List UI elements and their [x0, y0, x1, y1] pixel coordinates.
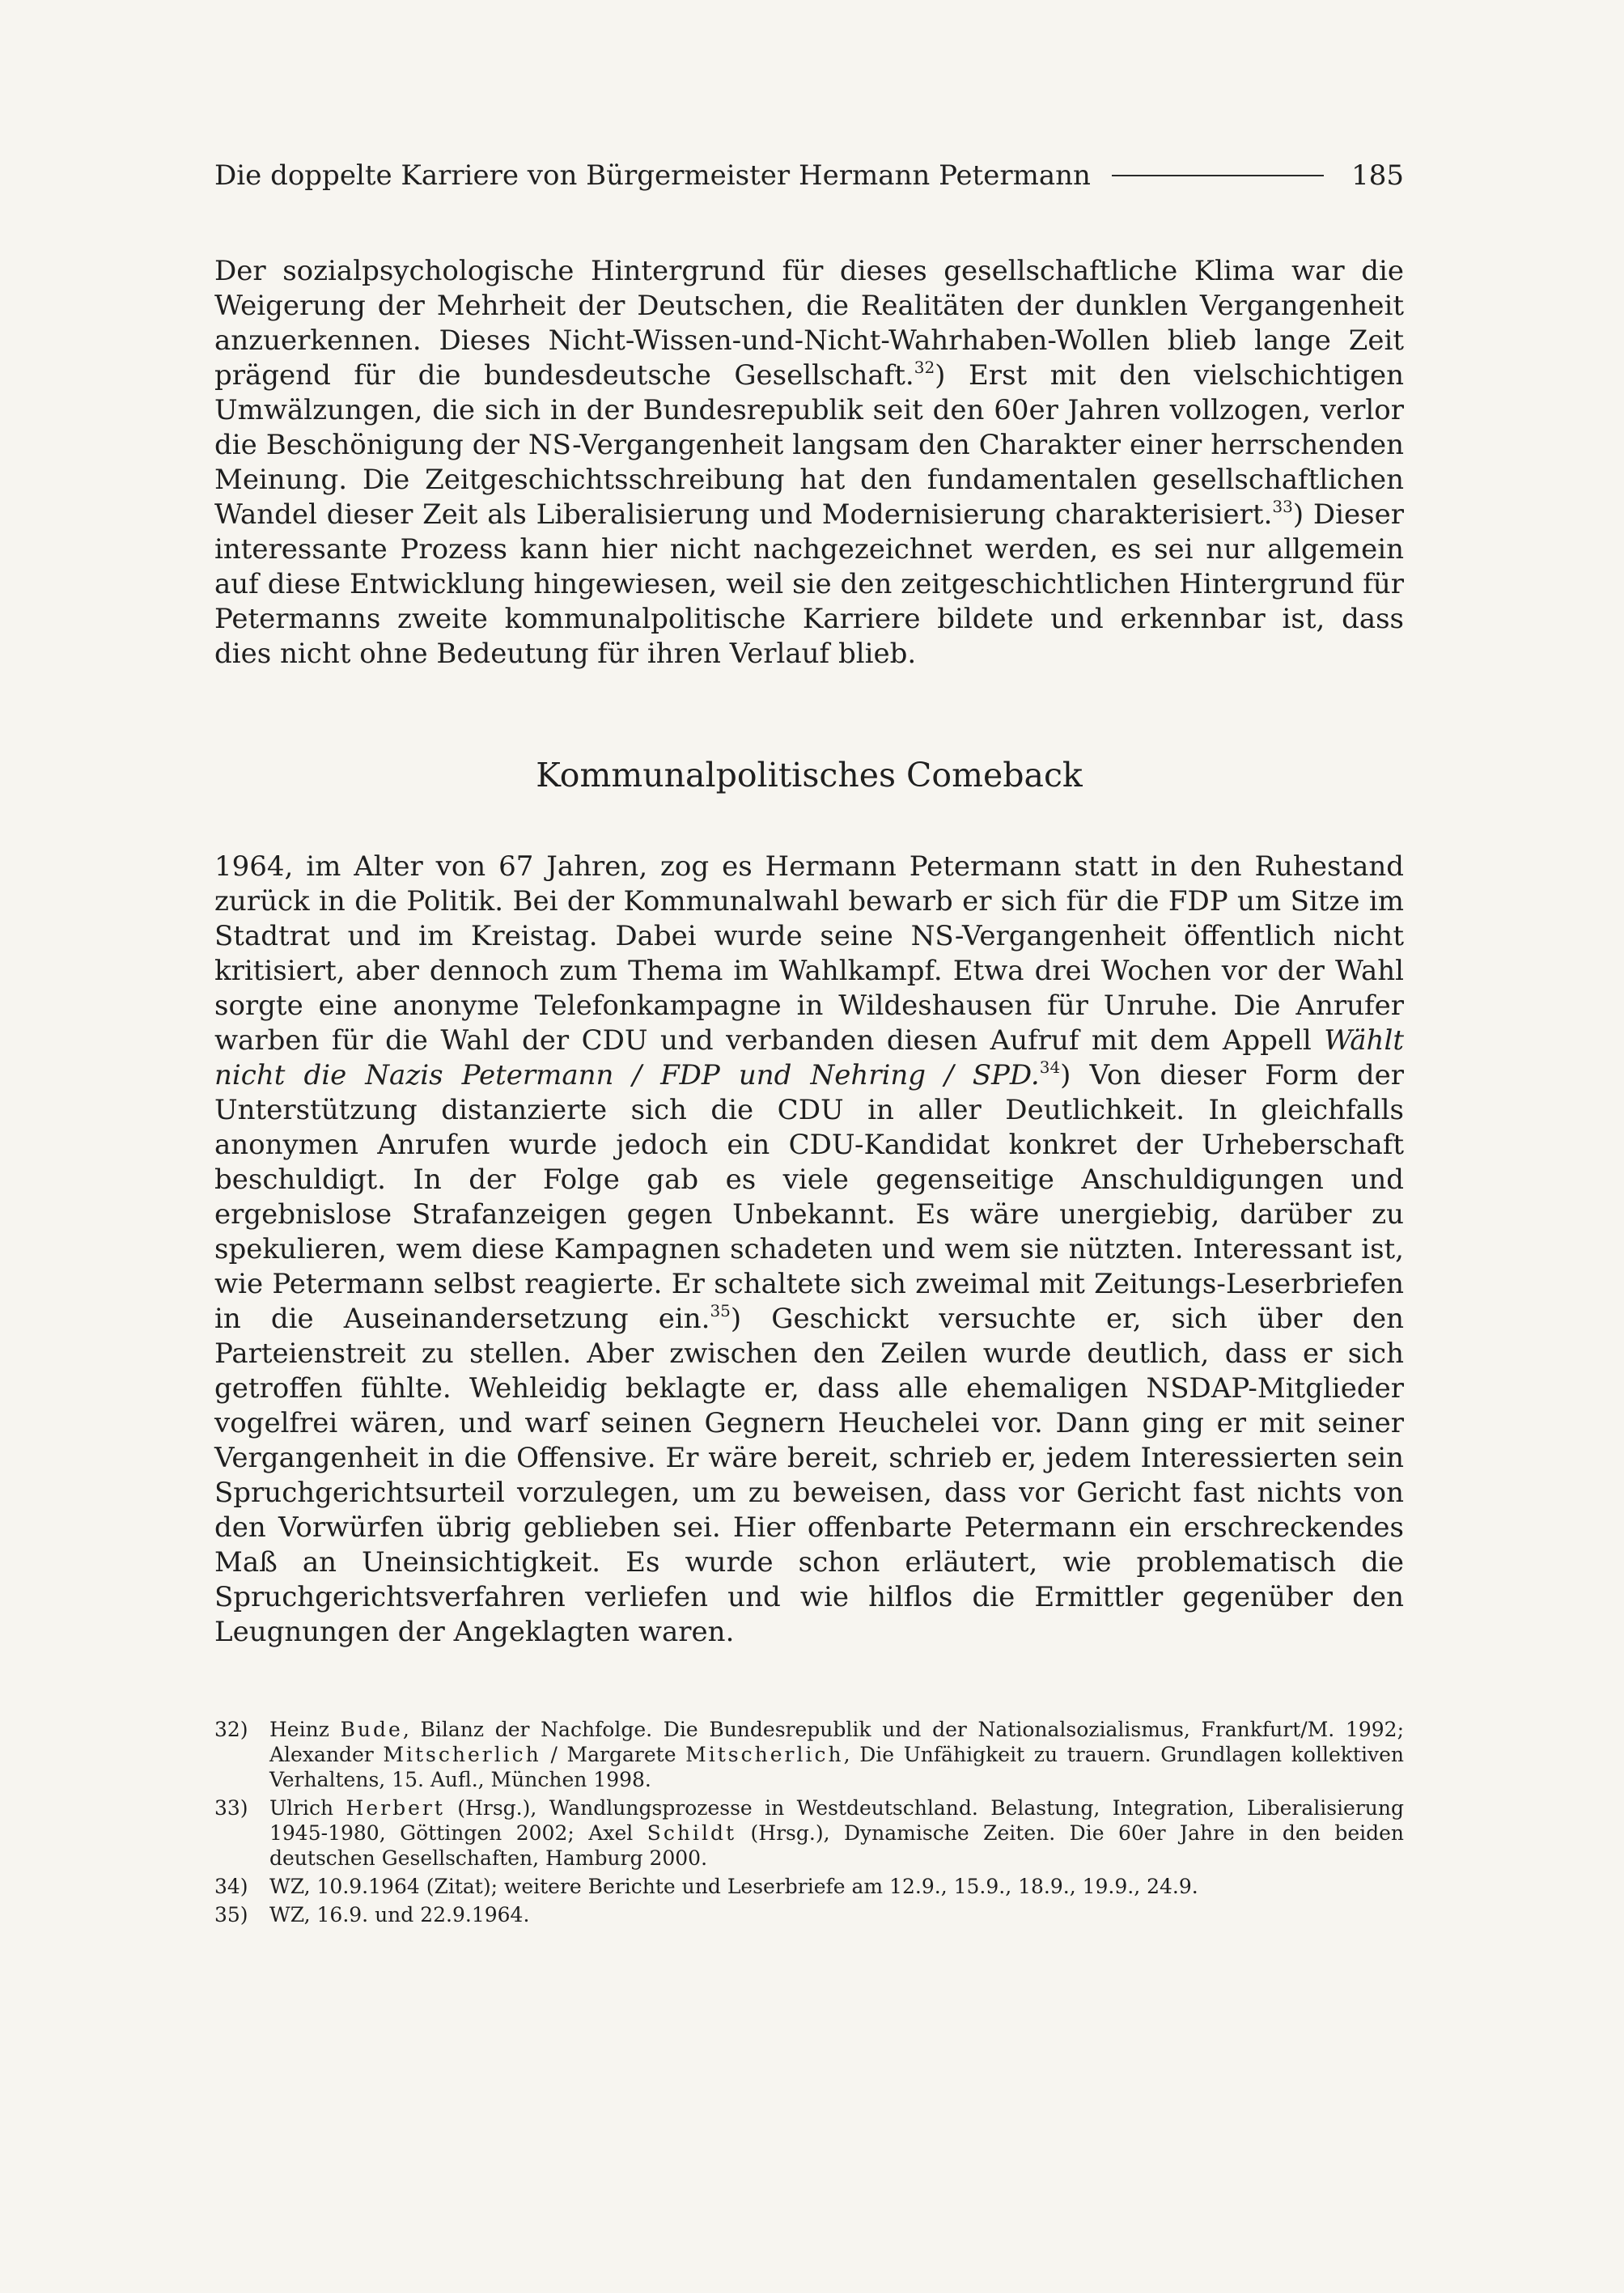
page-number: 185: [1351, 159, 1404, 192]
paragraph-1-text-a: Der sozialpsychologische Hintergrund für dieses gesellschaftliche Klima war die Weigerung der Mehrheit der Deutschen, die Realitäten der dunklen Vergangenheit anzuerkennen. Dieses Nicht-Wissen-und-Nicht-Wahrhaben-Wollen blieb lange Zeit prägend für die bundesdeutsche Gesellschaft.: [214, 255, 1404, 392]
footnote-32: [214, 1717, 1404, 1792]
footnote-ref-33[interactable]: 33: [1272, 497, 1293, 516]
running-head: [214, 158, 1404, 193]
section-heading: Kommunalpolitisches Comeback: [536, 756, 1083, 795]
quoted-appeal: Wählt nicht die Nazis Petermann / FDP und Nehring / SPD.: [214, 1024, 1404, 1091]
footnote-ref-35[interactable]: 35: [710, 1301, 731, 1320]
paragraph-2-text-a: 1964, im Alter von 67 Jahren, zog es Hermann Petermann statt in den Ruhestand zurück in die Politik. Bei der Kommunalwahl bewarb er sich für die FDP um Sitze im Stadtrat und im Kreistag. Dabei wurde seine NS-Vergangenheit öffentlich nicht kritisiert, aber dennoch zum Thema im Wahlkampf. Etwa drei Wochen vor der Wahl sorgte eine anonyme Telefonkampagne in Wildeshausen für Unruhe. Die Anrufer warben für die Wahl der CDU und verbanden diesen Aufruf mit dem Appell: [214, 850, 1404, 1057]
footnote-34: [214, 1874, 1404, 1899]
page: [214, 158, 1404, 1931]
footnote-ref-34[interactable]: 34: [1039, 1057, 1061, 1077]
footnote-number: 32): [214, 1718, 248, 1741]
paragraph-2-text-b: ) Von dieser Form der Unterstützung distanzierte sich die CDU in aller Deutlichkeit. In gleichfalls anonymen Anrufen wurde jedoch ein CDU-Kandidat konkret der Urheberschaft beschuldigt. In der Folge gab es viele gegenseitige Anschuldigungen und ergebnislose Strafanzeigen gegen Unbekannt. Es wäre unergiebig, darüber zu spekulieren, wem diese Kampagnen schadeten und wem sie nützten. Interessant ist, wie Petermann selbst reagierte. Er schaltete sich zweimal mit Zeitungs-Leserbriefen in die Auseinandersetzung ein.: [214, 1059, 1404, 1335]
paragraph-1-text-b: ) Erst mit den vielschichtigen Umwälzungen, die sich in der Bundesrepublik seit den 60er Jahren vollzogen, verlor die Beschönigung der NS-Vergangenheit langsam den Charakter einer herrschenden Meinung. Die Zeitgeschichtsschreibung hat den fundamentalen gesellschaftlichen Wandel dieser Zeit als Liberalisierung und Modernisierung charakterisiert.: [214, 359, 1404, 531]
paragraph-1: [214, 254, 1404, 672]
footnote-number: 33): [214, 1796, 248, 1820]
running-head-title: Die doppelte Karriere von Bürgermeister Hermann Petermann: [214, 159, 1091, 192]
footnote-text: WZ, 10.9.1964 (Zitat); weitere Berichte und Leserbriefe am 12.9., 15.9., 18.9., 19.9., 24.9.: [269, 1875, 1198, 1898]
footnote-number: 35): [214, 1903, 248, 1926]
footnote-text: Heinz Bude, Bilanz der Nachfolge. Die Bundesrepublik und der Nationalsozialismus, Frankfurt/M. 1992; Alexander Mitscherlich / Margarete Mitscherlich, Die Unfähigkeit zu trauern. Grundlagen kollektiven Verhaltens, 15. Aufl., München 1998.: [269, 1718, 1404, 1791]
footnote-number: 34): [214, 1875, 248, 1898]
footnote-ref-32[interactable]: 32: [914, 358, 935, 377]
footnote-33: [214, 1795, 1404, 1871]
footnote-35: [214, 1902, 1404, 1927]
running-head-rule: [1112, 175, 1324, 176]
paragraph-1-text-c: ) Dieser interessante Prozess kann hier nicht nachgezeichnet werden, es sei nur allgemein auf diese Entwicklung hingewiesen, weil sie den zeitgeschichtlichen Hintergrund für Petermanns zweite kommunalpolitische Karriere bildete und erkennbar ist, dass dies nicht ohne Bedeutung für ihren Verlauf blieb.: [214, 498, 1404, 670]
footnote-text: Ulrich Herbert (Hrsg.), Wandlungsprozesse in Westdeutschland. Belastung, Integration, Liberalisierung 1945-1980, Göttingen 2002; Axel Schildt (Hrsg.), Dynamische Zeiten. Die 60er Jahre in den beiden deutschen Gesellschaften, Hamburg 2000.: [269, 1796, 1405, 1870]
paragraph-2-text-c: ) Geschickt versuchte er, sich über den Parteienstreit zu stellen. Aber zwischen den Zeilen wurde deutlich, dass er sich getroffen fühlte. Wehleidig beklagte er, dass alle ehemaligen NSDAP-Mitglieder vogelfrei wären, und warf seinen Gegnern Heuchelei vor. Dann ging er mit seiner Vergangenheit in die Offensive. Er wäre bereit, schrieb er, jedem Interessierten sein Spruchgerichtsurteil vorzulegen, um zu beweisen, dass vor Gericht fast nichts von den Vorwürfen übrig geblieben sei. Hier offenbarte Petermann ein erschreckendes Maß an Uneinsichtigkeit. Es wurde schon erläutert, wie problematisch die Spruchgerichtsverfahren verliefen und wie hilflos die Ermittler gegenüber den Leugnungen der Angeklagten waren.: [214, 1303, 1404, 1648]
footnotes: [214, 1717, 1404, 1927]
paragraph-2: [214, 850, 1404, 1650]
footnote-text: WZ, 16.9. und 22.9.1964.: [269, 1903, 530, 1926]
